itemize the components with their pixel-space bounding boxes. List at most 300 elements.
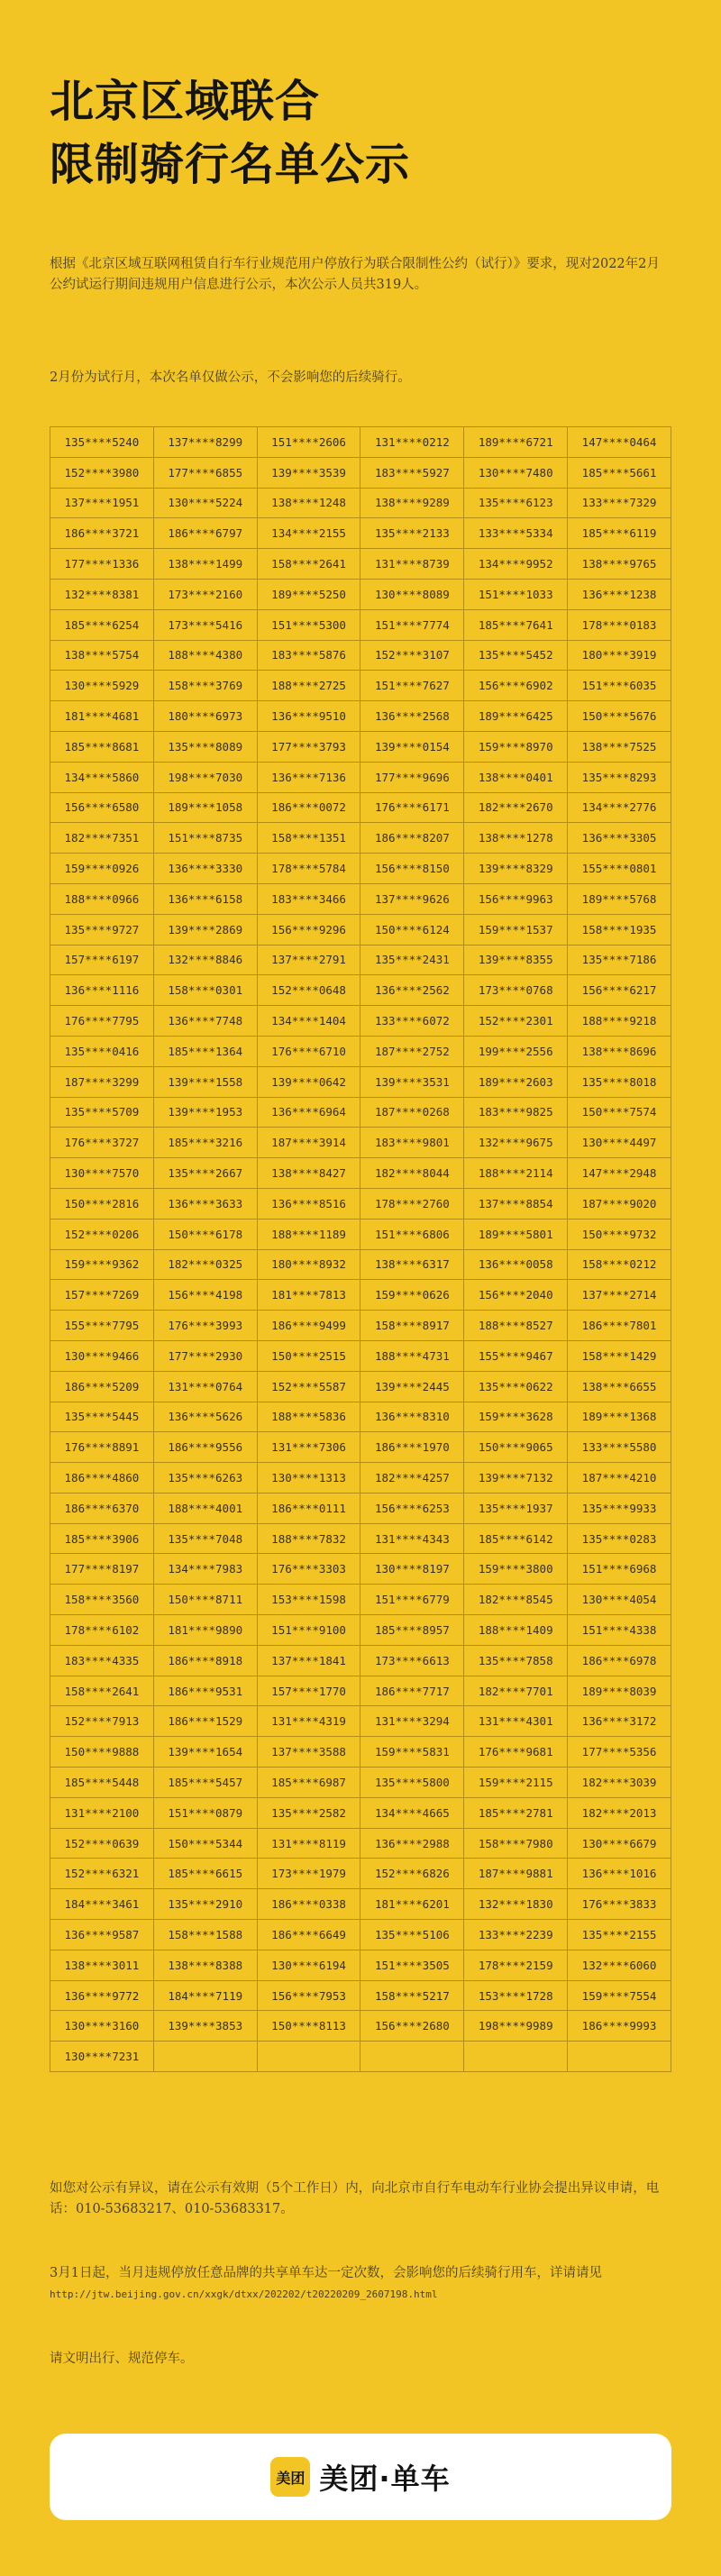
table-cell: 186****6370 <box>50 1493 154 1523</box>
table-cell: 182****7351 <box>50 823 154 854</box>
table-row <box>50 1249 671 1280</box>
table-cell: 176****3303 <box>257 1554 360 1585</box>
table-cell: 184****7119 <box>153 1980 257 2011</box>
brand-footer <box>50 2434 671 2520</box>
table-cell: 130****8089 <box>360 579 464 609</box>
table-cell <box>464 2042 568 2072</box>
table-cell: 151****6035 <box>568 671 671 701</box>
table-cell: 138****0401 <box>464 762 568 792</box>
table-cell: 159****0926 <box>50 854 154 884</box>
table-cell: 152****2301 <box>464 1006 568 1037</box>
table-cell: 185****8957 <box>360 1615 464 1646</box>
table-row <box>50 1523 671 1554</box>
table-cell: 159****8970 <box>464 731 568 762</box>
table-cell: 139****0642 <box>257 1066 360 1097</box>
table-cell: 135****9727 <box>50 914 154 945</box>
policy-link[interactable]: http://jtw.beijing.gov.cn/xxgk/dtxx/202202/t20220209_2607198.html <box>50 2288 438 2300</box>
trial-month-note: 2月份为试行月，本次名单仅做公示，不会影响您的后续骑行。 <box>50 370 411 385</box>
table-cell: 138****8388 <box>153 1950 257 1980</box>
table-cell: 187****3914 <box>257 1128 360 1158</box>
table-row <box>50 1097 671 1128</box>
table-row <box>50 549 671 580</box>
table-cell: 188****4731 <box>360 1340 464 1371</box>
table-row <box>50 1066 671 1097</box>
table-cell: 158****1935 <box>568 914 671 945</box>
table-cell: 138****1278 <box>464 823 568 854</box>
table-cell: 173****6613 <box>360 1645 464 1676</box>
table-cell: 150****5344 <box>153 1828 257 1859</box>
brand-name: 美团·单车 <box>319 2462 451 2496</box>
table-cell: 133****6072 <box>360 1006 464 1037</box>
table-cell: 189****1368 <box>568 1402 671 1432</box>
table-cell: 131****4319 <box>257 1706 360 1737</box>
table-row <box>50 1402 671 1432</box>
table-row <box>50 823 671 854</box>
table-cell: 132****8381 <box>50 579 154 609</box>
table-cell: 139****7132 <box>464 1463 568 1494</box>
table-cell: 132****1830 <box>464 1889 568 1920</box>
table-cell: 137****2791 <box>257 945 360 975</box>
table-row <box>50 1768 671 1798</box>
table-row <box>50 518 671 549</box>
table-cell: 186****9993 <box>568 2011 671 2042</box>
table-cell: 150****9732 <box>568 1219 671 1249</box>
table-cell: 133****2239 <box>464 1920 568 1950</box>
table-cell: 189****8039 <box>568 1676 671 1706</box>
table-cell: 158****2641 <box>257 549 360 580</box>
table-cell: 181****7813 <box>257 1280 360 1311</box>
table-cell: 198****7030 <box>153 762 257 792</box>
table-cell: 136****7136 <box>257 762 360 792</box>
table-cell: 138****7525 <box>568 731 671 762</box>
table-cell: 173****2160 <box>153 579 257 609</box>
table-cell: 182****2013 <box>568 1797 671 1828</box>
table-cell: 135****2582 <box>257 1797 360 1828</box>
table-row <box>50 457 671 488</box>
table-cell: 136****3305 <box>568 823 671 854</box>
table-cell: 153****1728 <box>464 1980 568 2011</box>
table-cell: 135****2667 <box>153 1158 257 1189</box>
table-cell: 156****2040 <box>464 1280 568 1311</box>
table-cell: 130****1313 <box>257 1463 360 1494</box>
table-cell: 187****9020 <box>568 1188 671 1219</box>
table-cell: 176****6710 <box>257 1036 360 1066</box>
table-cell: 186****6797 <box>153 518 257 549</box>
table-cell: 133****5580 <box>568 1432 671 1463</box>
table-cell: 176****6171 <box>360 792 464 823</box>
table-cell: 178****2760 <box>360 1188 464 1219</box>
table-cell: 185****3906 <box>50 1523 154 1554</box>
table-row <box>50 1676 671 1706</box>
table-cell: 135****0622 <box>464 1371 568 1402</box>
table-cell: 176****3993 <box>153 1311 257 1341</box>
table-cell: 139****2445 <box>360 1371 464 1402</box>
table-cell: 134****2155 <box>257 518 360 549</box>
table-row <box>50 1371 671 1402</box>
table-cell: 178****6102 <box>50 1615 154 1646</box>
table-cell: 151****3505 <box>360 1950 464 1980</box>
table-row <box>50 1554 671 1585</box>
table-cell: 156****6902 <box>464 671 568 701</box>
table-cell: 151****7774 <box>360 609 464 640</box>
table-cell: 182****0325 <box>153 1249 257 1280</box>
table-cell: 185****5661 <box>568 457 671 488</box>
table-cell: 159****1537 <box>464 914 568 945</box>
table-cell: 138****9765 <box>568 549 671 580</box>
table-cell: 189****6721 <box>464 427 568 458</box>
table-cell: 181****4681 <box>50 701 154 732</box>
table-row <box>50 1920 671 1950</box>
table-cell: 150****9888 <box>50 1737 154 1768</box>
table-cell: 139****0154 <box>360 731 464 762</box>
table-cell: 156****9963 <box>464 883 568 914</box>
table-row <box>50 1036 671 1066</box>
phone-table-body <box>50 427 671 2072</box>
table-cell: 173****1979 <box>257 1859 360 1889</box>
table-cell: 135****8018 <box>568 1066 671 1097</box>
table-cell: 150****9065 <box>464 1432 568 1463</box>
table-cell: 138****6317 <box>360 1249 464 1280</box>
table-cell: 137****8299 <box>153 427 257 458</box>
table-cell: 158****0301 <box>153 975 257 1006</box>
table-cell: 186****1529 <box>153 1706 257 1737</box>
table-cell: 158****3769 <box>153 671 257 701</box>
table-cell: 135****2155 <box>568 1920 671 1950</box>
table-cell: 156****6580 <box>50 792 154 823</box>
table-cell: 134****5860 <box>50 762 154 792</box>
march-notice-text: 3月1日起，当月违规停放任意品牌的共享单车达一定次数，会影响您的后续骑行用车，详请请见 <box>50 2266 602 2280</box>
table-cell: 134****2776 <box>568 792 671 823</box>
table-cell: 186****1970 <box>360 1432 464 1463</box>
table-row <box>50 579 671 609</box>
table-cell <box>360 2042 464 2072</box>
table-cell: 135****8293 <box>568 762 671 792</box>
table-cell: 152****0206 <box>50 1219 154 1249</box>
table-cell: 139****3531 <box>360 1066 464 1097</box>
table-cell: 187****2752 <box>360 1036 464 1066</box>
table-cell: 132****8846 <box>153 945 257 975</box>
table-cell: 130****5929 <box>50 671 154 701</box>
table-cell: 185****6615 <box>153 1859 257 1889</box>
table-cell: 188****7832 <box>257 1523 360 1554</box>
table-cell: 151****5300 <box>257 609 360 640</box>
table-cell: 185****7641 <box>464 609 568 640</box>
table-row <box>50 762 671 792</box>
table-cell: 138****3011 <box>50 1950 154 1980</box>
table-cell: 186****0338 <box>257 1889 360 1920</box>
table-row <box>50 1128 671 1158</box>
table-row <box>50 1585 671 1615</box>
table-cell: 151****8735 <box>153 823 257 854</box>
table-row <box>50 1859 671 1889</box>
table-cell: 151****9100 <box>257 1615 360 1646</box>
table-cell: 158****8917 <box>360 1311 464 1341</box>
table-cell: 138****6655 <box>568 1371 671 1402</box>
table-cell: 135****5106 <box>360 1920 464 1950</box>
table-cell: 135****9933 <box>568 1493 671 1523</box>
table-cell: 130****5224 <box>153 488 257 518</box>
table-cell: 187****0268 <box>360 1097 464 1128</box>
table-cell: 178****5784 <box>257 854 360 884</box>
table-row <box>50 731 671 762</box>
table-cell: 131****0212 <box>360 427 464 458</box>
table-cell: 151****0879 <box>153 1797 257 1828</box>
table-cell: 152****6826 <box>360 1859 464 1889</box>
table-cell: 183****4335 <box>50 1645 154 1676</box>
table-cell: 181****9890 <box>153 1615 257 1646</box>
table-cell: 158****1588 <box>153 1920 257 1950</box>
table-cell: 185****6119 <box>568 518 671 549</box>
table-cell <box>257 2042 360 2072</box>
table-cell: 139****8329 <box>464 854 568 884</box>
table-cell: 182****2670 <box>464 792 568 823</box>
table-cell: 159****0626 <box>360 1280 464 1311</box>
table-cell: 187****9881 <box>464 1859 568 1889</box>
table-cell: 183****9825 <box>464 1097 568 1128</box>
table-cell: 135****5709 <box>50 1097 154 1128</box>
table-cell: 137****1841 <box>257 1645 360 1676</box>
table-cell: 135****6263 <box>153 1463 257 1494</box>
table-cell: 185****6987 <box>257 1768 360 1798</box>
table-cell: 136****9772 <box>50 1980 154 2011</box>
table-cell: 136****1238 <box>568 579 671 609</box>
table-cell: 135****2910 <box>153 1889 257 1920</box>
table-row <box>50 2011 671 2042</box>
table-cell: 177****9696 <box>360 762 464 792</box>
table-cell <box>568 2042 671 2072</box>
table-cell: 136****1016 <box>568 1859 671 1889</box>
table-cell: 151****6779 <box>360 1585 464 1615</box>
table-cell: 135****0283 <box>568 1523 671 1554</box>
table-cell: 130****7231 <box>50 2042 154 2072</box>
table-cell: 159****9362 <box>50 1249 154 1280</box>
table-cell: 150****5676 <box>568 701 671 732</box>
table-cell: 138****8427 <box>257 1158 360 1189</box>
table-cell: 131****8119 <box>257 1828 360 1859</box>
table-cell: 136****9510 <box>257 701 360 732</box>
table-row <box>50 640 671 671</box>
table-cell: 130****4497 <box>568 1128 671 1158</box>
table-cell: 136****5626 <box>153 1402 257 1432</box>
table-cell: 133****5334 <box>464 518 568 549</box>
table-cell: 152****0639 <box>50 1828 154 1859</box>
table-cell: 131****7306 <box>257 1432 360 1463</box>
table-cell: 158****5217 <box>360 1980 464 2011</box>
table-cell: 185****5457 <box>153 1768 257 1798</box>
table-cell: 150****8113 <box>257 2011 360 2042</box>
table-cell: 136****6158 <box>153 883 257 914</box>
table-row <box>50 1158 671 1189</box>
table-cell: 131****2100 <box>50 1797 154 1828</box>
table-cell: 137****2714 <box>568 1280 671 1311</box>
table-cell: 155****0801 <box>568 854 671 884</box>
intro-paragraph: 根据《北京区域互联网租赁自行车行业规范用户停放行为联合限制性公约（试行）》要求，现对2022年2月公约试运行期间违规用户信息进行公示，本次公示人员共319人。 <box>50 257 660 292</box>
table-cell: 182****4257 <box>360 1463 464 1494</box>
table-cell: 186****8918 <box>153 1645 257 1676</box>
table-cell: 177****3793 <box>257 731 360 762</box>
table-cell: 134****7983 <box>153 1554 257 1585</box>
table-cell: 134****4665 <box>360 1797 464 1828</box>
table-cell: 139****1558 <box>153 1066 257 1097</box>
table-row <box>50 609 671 640</box>
table-cell: 136****7748 <box>153 1006 257 1037</box>
table-row <box>50 1006 671 1037</box>
table-row <box>50 1828 671 1859</box>
table-row <box>50 1615 671 1646</box>
title-line-2: 限制骑行名单公示 <box>50 139 411 190</box>
table-cell: 199****2556 <box>464 1036 568 1066</box>
table-cell: 139****3853 <box>153 2011 257 2042</box>
table-cell: 130****8197 <box>360 1554 464 1585</box>
restricted-phone-table <box>50 426 671 2072</box>
meituan-logo-icon: 美团 <box>270 2457 310 2497</box>
table-cell: 186****5209 <box>50 1371 154 1402</box>
table-cell: 136****0058 <box>464 1249 568 1280</box>
table-cell: 184****3461 <box>50 1889 154 1920</box>
table-cell <box>153 2042 257 2072</box>
table-row <box>50 1493 671 1523</box>
table-cell: 130****6679 <box>568 1828 671 1859</box>
table-cell: 136****2988 <box>360 1828 464 1859</box>
table-cell: 188****4001 <box>153 1493 257 1523</box>
table-cell: 135****7186 <box>568 945 671 975</box>
table-cell: 139****8355 <box>464 945 568 975</box>
table-cell: 156****6217 <box>568 975 671 1006</box>
table-cell: 135****2133 <box>360 518 464 549</box>
table-cell: 186****7717 <box>360 1676 464 1706</box>
table-cell: 131****0764 <box>153 1371 257 1402</box>
table-cell: 156****7953 <box>257 1980 360 2011</box>
table-cell: 186****4860 <box>50 1463 154 1494</box>
table-row <box>50 1645 671 1676</box>
table-cell: 186****6978 <box>568 1645 671 1676</box>
table-cell: 159****3628 <box>464 1402 568 1432</box>
table-cell: 151****2606 <box>257 427 360 458</box>
table-cell: 177****8197 <box>50 1554 154 1585</box>
table-cell: 147****2948 <box>568 1158 671 1189</box>
table-row <box>50 1463 671 1494</box>
table-cell: 180****6973 <box>153 701 257 732</box>
table-cell: 182****8044 <box>360 1158 464 1189</box>
table-cell: 138****9289 <box>360 488 464 518</box>
table-cell: 189****5768 <box>568 883 671 914</box>
table-cell: 150****6124 <box>360 914 464 945</box>
table-cell: 173****5416 <box>153 609 257 640</box>
table-cell: 159****5831 <box>360 1737 464 1768</box>
table-cell: 135****5800 <box>360 1768 464 1798</box>
table-cell: 132****9675 <box>464 1128 568 1158</box>
table-row <box>50 1280 671 1311</box>
table-cell: 151****7627 <box>360 671 464 701</box>
table-row <box>50 1889 671 1920</box>
table-cell: 139****2869 <box>153 914 257 945</box>
table-cell: 187****4210 <box>568 1463 671 1494</box>
table-cell: 186****9499 <box>257 1311 360 1341</box>
table-cell: 156****6253 <box>360 1493 464 1523</box>
table-cell: 135****5452 <box>464 640 568 671</box>
table-cell: 135****0416 <box>50 1036 154 1066</box>
table-cell: 198****9989 <box>464 2011 568 2042</box>
table-row <box>50 1188 671 1219</box>
table-cell: 150****2515 <box>257 1340 360 1371</box>
table-cell: 130****7480 <box>464 457 568 488</box>
table-cell: 188****5836 <box>257 1402 360 1432</box>
table-cell: 186****9531 <box>153 1676 257 1706</box>
table-cell: 136****9587 <box>50 1920 154 1950</box>
table-cell: 130****7570 <box>50 1158 154 1189</box>
table-cell: 138****8696 <box>568 1036 671 1066</box>
table-row <box>50 1311 671 1341</box>
table-cell: 185****3216 <box>153 1128 257 1158</box>
table-row <box>50 1950 671 1980</box>
table-cell: 185****8681 <box>50 731 154 762</box>
table-cell: 156****9296 <box>257 914 360 945</box>
table-cell: 151****1033 <box>464 579 568 609</box>
table-cell: 152****6321 <box>50 1859 154 1889</box>
table-cell: 183****5927 <box>360 457 464 488</box>
table-cell: 188****1409 <box>464 1615 568 1646</box>
table-cell: 176****3727 <box>50 1128 154 1158</box>
table-cell: 131****3294 <box>360 1706 464 1737</box>
table-cell: 178****2159 <box>464 1950 568 1980</box>
table-cell: 152****5587 <box>257 1371 360 1402</box>
table-cell: 176****3833 <box>568 1889 671 1920</box>
table-cell: 181****6201 <box>360 1889 464 1920</box>
table-cell: 135****7048 <box>153 1523 257 1554</box>
table-cell: 150****8711 <box>153 1585 257 1615</box>
table-cell: 188****2114 <box>464 1158 568 1189</box>
table-cell: 136****6964 <box>257 1097 360 1128</box>
table-cell: 156****8150 <box>360 854 464 884</box>
table-cell: 134****1404 <box>257 1006 360 1037</box>
table-cell: 134****9952 <box>464 549 568 580</box>
table-cell: 180****3919 <box>568 640 671 671</box>
table-cell: 159****2115 <box>464 1768 568 1798</box>
table-cell: 137****1951 <box>50 488 154 518</box>
table-cell: 130****6194 <box>257 1950 360 1980</box>
page-title <box>50 70 680 196</box>
table-cell: 139****1654 <box>153 1737 257 1768</box>
table-cell: 183****9801 <box>360 1128 464 1158</box>
table-cell: 151****6968 <box>568 1554 671 1585</box>
table-cell: 158****1429 <box>568 1340 671 1371</box>
table-cell: 183****5876 <box>257 640 360 671</box>
table-cell: 136****1116 <box>50 975 154 1006</box>
table-cell: 136****8516 <box>257 1188 360 1219</box>
table-cell: 132****6060 <box>568 1950 671 1980</box>
table-cell: 156****2680 <box>360 2011 464 2042</box>
table-cell: 155****9467 <box>464 1340 568 1371</box>
table-cell: 150****6178 <box>153 1219 257 1249</box>
table-cell: 189****5801 <box>464 1219 568 1249</box>
objection-notice: 如您对公示有异议，请在公示有效期（5个工作日）内，向北京市自行车电动车行业协会提出异议申请，电话：010-53683217、010-53683317。 <box>50 2181 660 2216</box>
table-row <box>50 914 671 945</box>
table-cell: 131****8739 <box>360 549 464 580</box>
table-cell: 159****3800 <box>464 1554 568 1585</box>
table-cell: 138****1248 <box>257 488 360 518</box>
table-row <box>50 1432 671 1463</box>
table-row <box>50 883 671 914</box>
table-cell: 147****0464 <box>568 427 671 458</box>
phone-list-container <box>50 426 671 2072</box>
table-cell: 182****3039 <box>568 1768 671 1798</box>
table-cell: 155****7795 <box>50 1311 154 1341</box>
table-cell: 188****9218 <box>568 1006 671 1037</box>
table-cell: 188****0966 <box>50 883 154 914</box>
table-cell: 136****2568 <box>360 701 464 732</box>
table-cell: 131****4301 <box>464 1706 568 1737</box>
table-cell: 180****8932 <box>257 1249 360 1280</box>
